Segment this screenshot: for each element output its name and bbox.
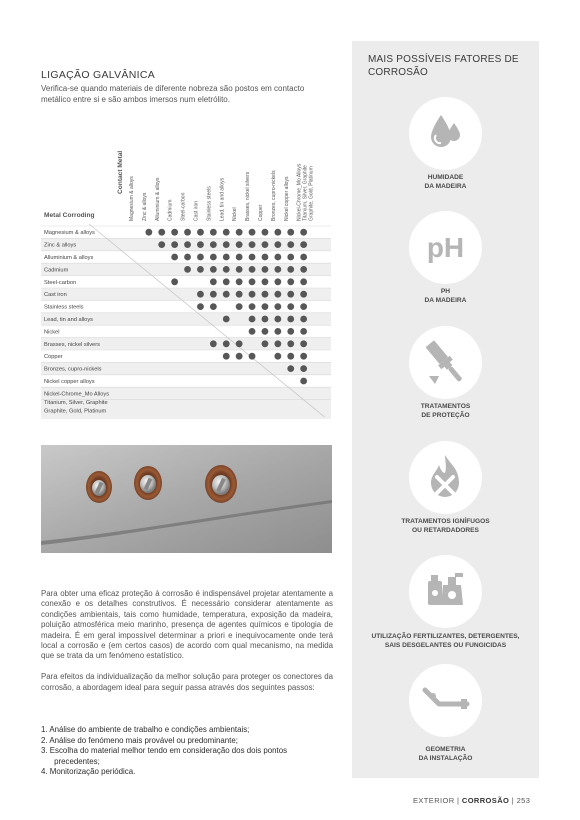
compatibility-dot — [274, 266, 281, 273]
compatibility-dot — [300, 229, 307, 236]
row-label: Nickel-Chrome_Mo Alloys — [44, 391, 110, 398]
compatibility-dot — [300, 254, 307, 261]
row-label: Copper — [44, 354, 63, 361]
column-header: Alluminium & alloys — [154, 177, 161, 221]
step-item: 2. Análise do fenómeno mais provável ou predominante; — [41, 735, 238, 745]
compatibility-dot — [249, 291, 256, 298]
compatibility-dot — [236, 266, 243, 273]
page-number: 253 — [516, 796, 531, 805]
compatibility-dot — [171, 241, 178, 248]
compatibility-dot — [249, 328, 256, 335]
metal-corroding-label: Metal Corroding — [44, 212, 95, 219]
factor-label-line1: TRATAMENTOS IGNÍFUGOS — [401, 518, 490, 525]
compatibility-dot — [262, 303, 269, 310]
compatibility-dot — [223, 353, 230, 360]
factor-label-line1: UTILIZAÇÃO FERTILIZANTES, DETERGENTES, — [371, 633, 520, 640]
compatibility-dot — [223, 254, 230, 261]
column-header: Cast iron — [193, 200, 200, 221]
compatibility-dot — [197, 291, 204, 298]
compatibility-dot — [262, 241, 269, 248]
compatibility-dot — [300, 365, 307, 372]
compatibility-dot — [249, 266, 256, 273]
column-header: Steel-carbon — [180, 192, 187, 221]
compatibility-dot — [158, 241, 165, 248]
compatibility-dot — [274, 254, 281, 261]
compatibility-dot — [274, 303, 281, 310]
row-label: Cadmium — [44, 267, 69, 274]
factor-label-line1: TRATAMENTOS — [420, 403, 471, 410]
compatibility-dot — [274, 229, 281, 236]
compatibility-dot — [300, 291, 307, 298]
compatibility-dot — [210, 303, 217, 310]
compatibility-dot — [287, 353, 294, 360]
svg-text:pH: pH — [426, 232, 465, 263]
compatibility-dot — [210, 266, 217, 273]
row-label: Bronzes, cupro-nickels — [44, 366, 102, 373]
compatibility-dot — [223, 340, 230, 347]
compatibility-dot — [197, 303, 204, 310]
row-label: Cast iron — [44, 292, 67, 299]
footer-topic: CORROSÃO — [461, 796, 510, 805]
compatibility-dot — [197, 241, 204, 248]
body-paragraph-1: Para obter uma eficaz proteção à corrosão é indispensável projetar atentamente a conexão e os detalhes construtivos. É necessário considerar atentamente as condições ambientais, tais como humidade, temperatura, exposição da madeira, poluição atmosférica meio marinho, presença de agentes químicos e tipologia de madeira. É em geral impossível determinar a priori e inequivocamente onde terá local a corrosão e (em certos casos) de acordo com qual mecanismo, na medida que se trata da um fenómeno estatístico. — [41, 589, 333, 661]
footer-separator: | — [511, 796, 515, 805]
compatibility-dot — [197, 254, 204, 261]
compatibility-dot — [262, 266, 269, 273]
column-header: Cadmium — [167, 199, 174, 221]
row-label: Brasses, nickel silvers — [44, 341, 100, 348]
column-header: Stainless steels — [206, 186, 213, 221]
row-label: Stainless steels — [44, 304, 84, 311]
compatibility-dot — [274, 316, 281, 323]
step-item: precedentes; — [41, 756, 100, 766]
compatibility-dot — [249, 303, 256, 310]
column-header: Magnesium & alloys — [129, 176, 135, 221]
row-label: Lead, tin and alloys — [44, 317, 94, 323]
section-title: LIGAÇÃO GALVÂNICA — [41, 69, 156, 81]
compatibility-dot — [300, 303, 307, 310]
compatibility-dot — [171, 229, 178, 236]
factor-label-line2: OU RETARDADORES — [412, 527, 479, 534]
compatibility-dot — [236, 254, 243, 261]
factor-label-line1: PH — [440, 288, 451, 295]
compatibility-dot — [145, 229, 152, 236]
sidebar-title: MAIS POSSÍVEIS FATORES DE CORROSÃO — [368, 54, 519, 78]
row-label: Magnesium & alloys — [44, 230, 95, 237]
compatibility-dot — [300, 340, 307, 347]
compatibility-dot — [262, 328, 269, 335]
body-text — [41, 589, 333, 704]
compatibility-dot — [287, 254, 294, 261]
compatibility-dot — [274, 291, 281, 298]
compatibility-dot — [287, 340, 294, 347]
compatibility-dot — [287, 229, 294, 236]
compatibility-dot — [184, 254, 191, 261]
column-header: Nickel copper alloys — [283, 176, 290, 221]
ph-icon — [409, 211, 482, 284]
compatibility-dot — [287, 316, 294, 323]
compatibility-dot — [197, 266, 204, 273]
galvanic-table-svg — [41, 134, 331, 419]
column-header: Titanium, Silver, Graphite — [302, 165, 309, 221]
row-label: Nickel — [44, 329, 60, 336]
compatibility-dot — [274, 328, 281, 335]
column-header: Graphite, Gold, Platinum — [308, 166, 315, 221]
compatibility-dot — [300, 353, 307, 360]
contact-metal-label: Contact Metal — [117, 150, 124, 194]
chemical-bottles-icon — [409, 555, 482, 628]
compatibility-dot — [274, 278, 281, 285]
compatibility-dot — [223, 266, 230, 273]
column-header: Brasses, nickel silvers — [245, 171, 252, 221]
compatibility-dot — [223, 291, 230, 298]
compatibility-dot — [262, 254, 269, 261]
compatibility-dot — [262, 340, 269, 347]
compatibility-dot — [274, 353, 281, 360]
compatibility-dot — [287, 241, 294, 248]
row-label: Nickel copper alloys — [44, 379, 95, 385]
factor-label-line1: HUMIDADE — [427, 174, 464, 181]
compatibility-dot — [236, 303, 243, 310]
row-label: Graphite, Gold, Platinum — [44, 408, 107, 415]
compatibility-dot — [274, 340, 281, 347]
compatibility-dot — [236, 278, 243, 285]
compatibility-dot — [210, 278, 217, 285]
compatibility-dot — [287, 278, 294, 285]
compatibility-dot — [249, 316, 256, 323]
installation-geometry-icon — [409, 664, 482, 737]
column-header: Nickel — [232, 207, 239, 221]
compatibility-dot — [223, 229, 230, 236]
compatibility-dot — [158, 229, 165, 236]
factor-label-line2: DA MADEIRA — [424, 183, 467, 190]
row-label: Zinc & alloys — [44, 242, 77, 249]
compatibility-dot — [249, 353, 256, 360]
galvanic-compatibility-table — [41, 134, 331, 419]
factor-label-line2: DE PROTEÇÃO — [421, 412, 470, 419]
compatibility-dot — [236, 241, 243, 248]
page-footer — [413, 796, 530, 805]
compatibility-dot — [249, 241, 256, 248]
step-item: 1. Análise do ambiente de trabalho e condições ambientais; — [41, 725, 250, 734]
column-header: Nickel-Chrome_Mo Alloys — [296, 163, 303, 221]
steps-list — [41, 725, 341, 778]
compatibility-dot — [236, 229, 243, 236]
compatibility-dot — [262, 229, 269, 236]
column-header: Lead, tin and alloys — [219, 177, 226, 221]
compatibility-dot — [300, 328, 307, 335]
compatibility-dot — [210, 229, 217, 236]
compatibility-dot — [262, 291, 269, 298]
footer-separator: | — [457, 796, 460, 805]
compatibility-dot — [236, 353, 243, 360]
compatibility-dot — [287, 365, 294, 372]
compatibility-dot — [236, 291, 243, 298]
compatibility-dot — [262, 278, 269, 285]
compatibility-dot — [184, 266, 191, 273]
compatibility-dot — [223, 241, 230, 248]
compatibility-dot — [171, 278, 178, 285]
row-label: Alluminium & alloys — [44, 255, 94, 261]
compatibility-dot — [287, 291, 294, 298]
factor-label-line1: GEOMETRIA — [425, 746, 466, 753]
compatibility-dot — [210, 241, 217, 248]
column-header: Bronzes, cupro-nickels — [270, 170, 277, 221]
compatibility-dot — [197, 229, 204, 236]
compatibility-dot — [287, 266, 294, 273]
compatibility-dot — [223, 316, 230, 323]
compatibility-dot — [300, 378, 307, 385]
section-intro: Verifica-se quando materiais de diferente nobreza são postos em contacto metálico entre si e são ambos imersos num eletrólito. — [41, 84, 305, 104]
compatibility-dot — [249, 278, 256, 285]
compatibility-dot — [287, 303, 294, 310]
compatibility-dot — [274, 241, 281, 248]
compatibility-dot — [249, 254, 256, 261]
column-header: Copper — [258, 204, 264, 221]
compatibility-dot — [300, 266, 307, 273]
step-item: 3. Escolha do material melhor tendo em consideração dos dois pontos — [41, 746, 288, 755]
compatibility-dot — [236, 340, 243, 347]
compatibility-dot — [184, 229, 191, 236]
body-paragraph-2: Para efeitos da individualização da melhor solução para proteger os conectores da corrosão, a abordagem ideal para seguir passa através dos seguintes passos: — [41, 672, 333, 692]
factor-label-line2: DA INSTALAÇÃO — [418, 755, 473, 762]
paint-brush-icon — [409, 326, 482, 399]
compatibility-dot — [223, 278, 230, 285]
step-item: 4. Monitorização periódica. — [41, 767, 136, 776]
compatibility-dot — [171, 254, 178, 261]
compatibility-dot — [300, 241, 307, 248]
factor-label-line2: DA MADEIRA — [424, 297, 467, 304]
compatibility-dot — [210, 340, 217, 347]
row-label: Steel-carbon — [44, 279, 77, 286]
humidity-drops-icon — [409, 97, 482, 170]
column-header: Zinc & alloys — [141, 192, 148, 221]
compatibility-dot — [249, 229, 256, 236]
factor-label-line2: SAIS DESGELANTES OU FUNGICIDAS — [384, 642, 507, 649]
footer-section: EXTERIOR — [413, 796, 455, 805]
compatibility-dot — [184, 241, 191, 248]
compatibility-dot — [300, 278, 307, 285]
no-fire-icon — [409, 441, 482, 514]
row-label: Titanium, Silver, Graphite — [44, 399, 108, 406]
compatibility-dot — [300, 316, 307, 323]
compatibility-dot — [262, 316, 269, 323]
compatibility-dot — [287, 328, 294, 335]
compatibility-dot — [210, 254, 217, 261]
connectors-photo — [41, 445, 332, 553]
compatibility-dot — [210, 291, 217, 298]
